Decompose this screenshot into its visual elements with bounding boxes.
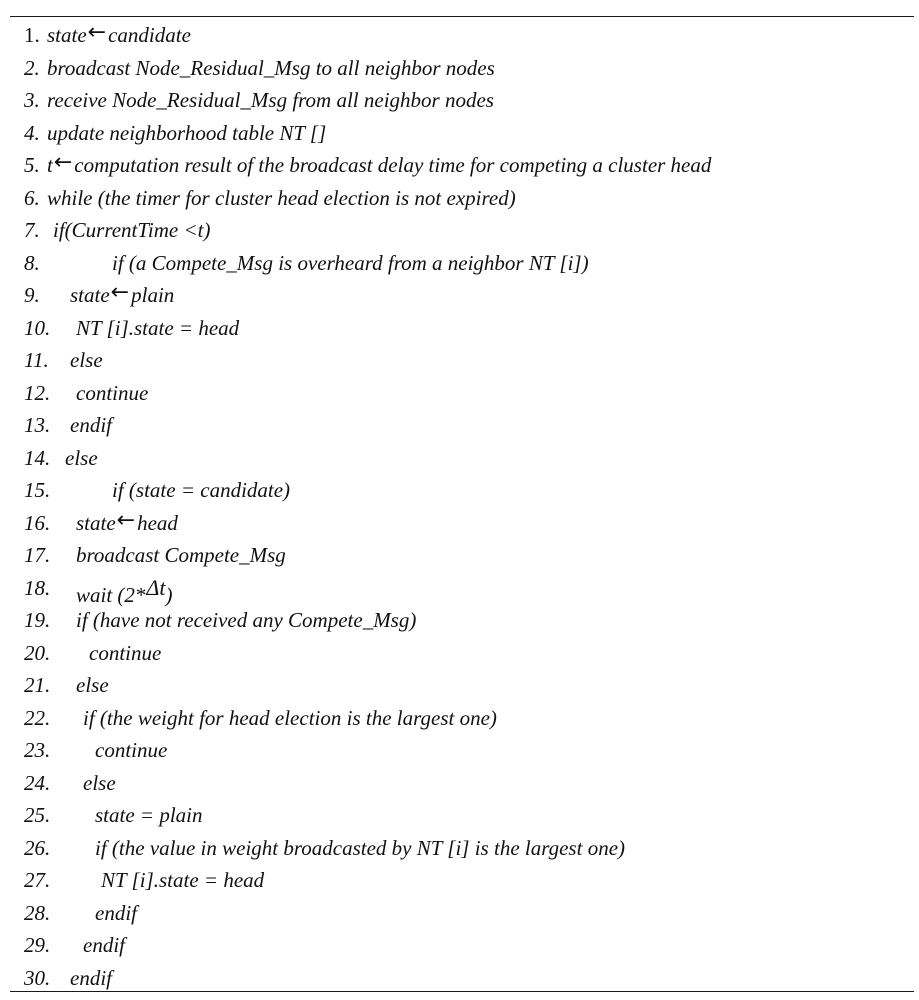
algorithm-line bbox=[0, 182, 919, 215]
code-text: endif bbox=[70, 965, 112, 990]
line-code bbox=[95, 734, 167, 767]
bottom-rule bbox=[10, 991, 914, 992]
code-text: plain bbox=[131, 283, 175, 307]
delta-t-symbol: Δt bbox=[146, 574, 166, 600]
algorithm-line bbox=[0, 279, 919, 312]
line-number: 15. bbox=[24, 478, 51, 502]
code-text: if (the weight for head election is the largest one) bbox=[83, 705, 497, 730]
algorithm-line bbox=[0, 52, 919, 85]
algorithm-line bbox=[0, 604, 919, 637]
line-code bbox=[70, 962, 112, 995]
line-code bbox=[95, 832, 625, 865]
line-number: 12. bbox=[24, 380, 51, 405]
line-code bbox=[70, 279, 174, 312]
line-number: 16. bbox=[24, 510, 51, 535]
code-text: broadcast Compete_Msg bbox=[76, 543, 286, 567]
line-code bbox=[53, 214, 210, 247]
algorithm-line bbox=[0, 864, 919, 897]
line-code bbox=[47, 117, 326, 150]
line-code bbox=[70, 344, 103, 377]
line-code bbox=[47, 149, 711, 182]
line-number: 19. bbox=[24, 608, 51, 632]
algorithm-line bbox=[0, 832, 919, 865]
line-code bbox=[83, 702, 497, 735]
left-arrow-symbol: ← bbox=[110, 280, 130, 305]
code-text: wait (2* bbox=[76, 582, 146, 607]
code-text: state bbox=[76, 510, 116, 535]
line-number: 21. bbox=[24, 673, 51, 697]
line-code bbox=[112, 247, 589, 280]
algorithm-line bbox=[0, 734, 919, 767]
line-code bbox=[83, 767, 116, 800]
code-text: endif bbox=[83, 933, 125, 957]
algorithm-line bbox=[0, 962, 919, 995]
code-text: continue bbox=[89, 640, 162, 665]
line-number: 7. bbox=[24, 218, 40, 242]
algorithm-line bbox=[0, 19, 919, 52]
code-text: endif bbox=[95, 900, 137, 925]
line-number: 30. bbox=[24, 965, 51, 990]
line-code bbox=[76, 604, 416, 637]
line-code bbox=[112, 474, 290, 507]
code-text: else bbox=[76, 673, 109, 697]
code-text: receive Node_Residual_Msg from all neighbor nodes bbox=[47, 88, 494, 112]
line-code bbox=[76, 377, 148, 410]
left-arrow-symbol: ← bbox=[116, 507, 136, 533]
line-code bbox=[65, 442, 98, 475]
line-number: 13. bbox=[24, 413, 51, 437]
algorithm-line bbox=[0, 474, 919, 507]
line-number: 23. bbox=[24, 738, 51, 762]
algorithm-line bbox=[0, 539, 919, 572]
code-text: state bbox=[47, 23, 87, 47]
line-code bbox=[89, 637, 161, 670]
algorithm-line bbox=[0, 929, 919, 962]
line-number: 25. bbox=[24, 803, 51, 827]
line-code bbox=[47, 182, 516, 215]
code-text: endif bbox=[70, 413, 112, 437]
top-rule bbox=[10, 16, 914, 17]
algorithm-line bbox=[0, 247, 919, 280]
code-text: NT [i].state = head bbox=[101, 868, 265, 892]
line-number: 6. bbox=[24, 185, 40, 210]
code-text: state bbox=[70, 283, 110, 307]
algorithm-line bbox=[0, 409, 919, 442]
line-number: 17. bbox=[24, 543, 51, 567]
line-number: 29. bbox=[24, 933, 51, 957]
line-number: 10. bbox=[24, 315, 51, 340]
code-text: ) bbox=[165, 582, 173, 607]
line-code bbox=[95, 799, 203, 832]
algorithm-line bbox=[0, 507, 919, 540]
line-number: 22. bbox=[24, 705, 51, 730]
algorithm-line bbox=[0, 767, 919, 800]
line-number: 20. bbox=[24, 640, 51, 665]
line-code bbox=[47, 52, 495, 85]
algorithm-line bbox=[0, 442, 919, 475]
line-code bbox=[76, 507, 178, 540]
left-arrow-symbol: ← bbox=[87, 20, 107, 45]
line-number: 18. bbox=[24, 575, 51, 600]
line-code bbox=[95, 897, 137, 930]
line-code bbox=[76, 312, 239, 345]
code-text: head bbox=[137, 510, 178, 535]
algorithm-line bbox=[0, 149, 919, 182]
code-text: candidate bbox=[108, 23, 191, 47]
line-number: 26. bbox=[24, 835, 51, 860]
line-number: 24. bbox=[24, 770, 51, 795]
code-text: while (the timer for cluster head election is not expired) bbox=[47, 185, 516, 210]
code-text: if (state = candidate) bbox=[112, 478, 291, 502]
code-text: else bbox=[65, 445, 98, 470]
algorithm-line bbox=[0, 637, 919, 670]
algorithm-line bbox=[0, 669, 919, 702]
line-code bbox=[70, 409, 112, 442]
line-code bbox=[83, 929, 125, 962]
line-code bbox=[76, 539, 286, 572]
code-text: state = plain bbox=[95, 803, 203, 827]
algorithm-line bbox=[0, 214, 919, 247]
code-text: computation result of the broadcast delay time for competing a cluster head bbox=[74, 153, 712, 177]
line-number: 5. bbox=[24, 153, 40, 177]
code-text: update neighborhood table NT [] bbox=[47, 120, 327, 145]
code-text: NT [i].state = head bbox=[76, 315, 240, 340]
algorithm-line bbox=[0, 117, 919, 150]
line-code bbox=[101, 864, 264, 897]
code-text: broadcast Node_Residual_Msg to all neighbor nodes bbox=[47, 55, 495, 80]
algorithm-listing bbox=[0, 19, 919, 994]
line-number: 27. bbox=[24, 868, 51, 892]
line-code bbox=[76, 669, 109, 702]
code-text: if (have not received any Compete_Msg) bbox=[76, 608, 417, 632]
line-number: 11. bbox=[24, 348, 49, 372]
line-code bbox=[47, 84, 494, 117]
line-number: 3. bbox=[24, 88, 40, 112]
code-text: continue bbox=[95, 738, 168, 762]
algorithm-line bbox=[0, 312, 919, 345]
algorithm-line bbox=[0, 377, 919, 410]
line-number: 2. bbox=[24, 55, 40, 80]
line-number: 1. bbox=[24, 23, 40, 47]
algorithm-line bbox=[0, 84, 919, 117]
line-number: 28. bbox=[24, 900, 51, 925]
code-text: continue bbox=[76, 380, 149, 405]
algorithm-line bbox=[0, 702, 919, 735]
code-text: if(CurrentTime <t) bbox=[53, 218, 211, 242]
line-number: 14. bbox=[24, 445, 51, 470]
code-text: else bbox=[83, 770, 116, 795]
line-code bbox=[47, 19, 191, 52]
line-number: 8. bbox=[24, 250, 40, 275]
code-text: t bbox=[47, 153, 53, 177]
code-text: else bbox=[70, 348, 103, 372]
code-text: if (a Compete_Msg is overheard from a neighbor NT [i]) bbox=[112, 250, 589, 275]
code-text: if (the value in weight broadcasted by NT [i] is the largest one) bbox=[95, 835, 626, 860]
algorithm-line bbox=[0, 344, 919, 377]
algorithm-line bbox=[0, 572, 919, 605]
line-number: 9. bbox=[24, 283, 40, 307]
algorithm-line bbox=[0, 799, 919, 832]
algorithm-line bbox=[0, 897, 919, 930]
line-number: 4. bbox=[24, 120, 40, 145]
left-arrow-symbol: ← bbox=[53, 150, 73, 175]
